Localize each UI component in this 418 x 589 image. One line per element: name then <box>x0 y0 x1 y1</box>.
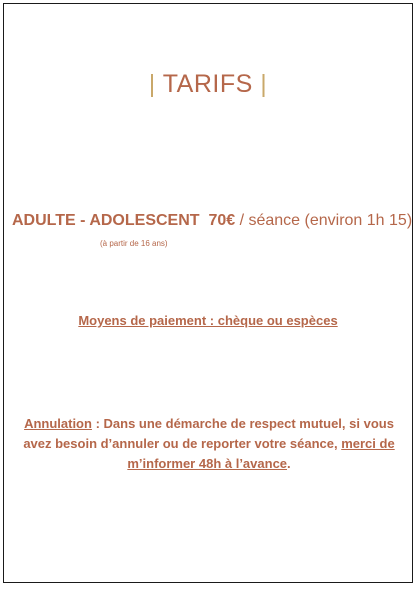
age-note: (à partir de 16 ans) <box>100 239 168 248</box>
cancellation-end: . <box>287 456 291 471</box>
cancellation-emphasis: merci de m’informer 48h à l’avance <box>127 436 395 471</box>
title-bar-left: | <box>148 70 156 98</box>
payment-methods: Moyens de paiement : chèque ou espèces <box>78 313 338 328</box>
cancellation-body: : Dans une démarche de respect mutuel, si vous avez besoin d’annuler ou de reporter votre séance, <box>23 416 394 451</box>
title-bar-right: | <box>260 70 268 98</box>
price-line <box>12 212 413 230</box>
cancellation-label: Annulation <box>24 416 92 431</box>
price-category: ADULTE - ADOLESCENT <box>12 212 200 229</box>
price-amount: 70€ <box>208 212 236 229</box>
price-detail: / séance (environ 1h 15) <box>239 212 413 229</box>
page-frame <box>3 3 413 583</box>
page-title <box>4 70 412 99</box>
title-text: TARIFS <box>162 70 253 98</box>
cancellation-policy <box>12 414 406 474</box>
